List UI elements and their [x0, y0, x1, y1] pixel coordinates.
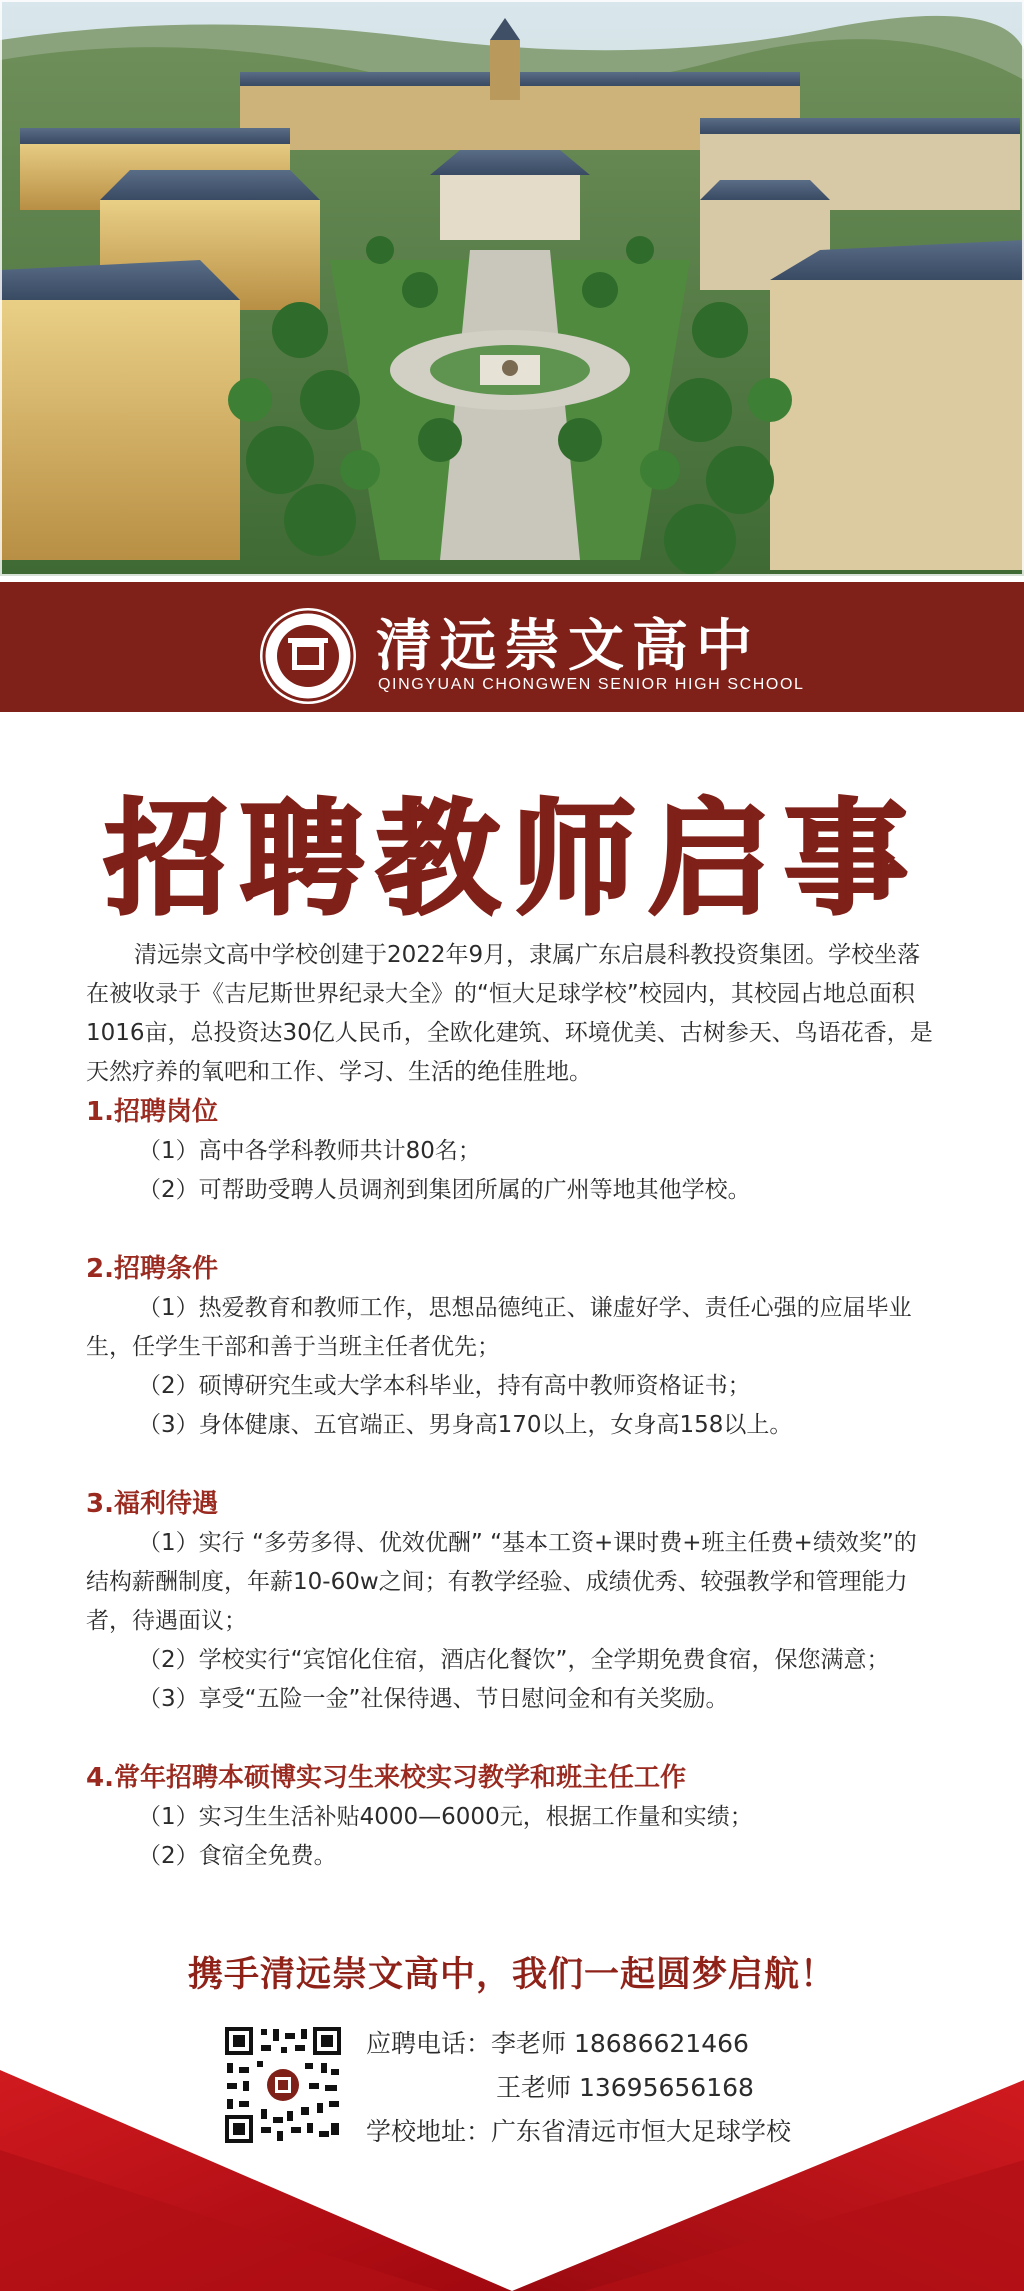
school-header-band — [0, 576, 1024, 712]
section-title: 2.招聘条件 — [86, 1254, 218, 1284]
list-item: （1）实行 “多劳多得、优效优酬” “基本工资+课时费+班主任费+绩效奖”的结构薪酬制度，年薪10-60w之间；有教学经验、成绩优秀、较强教学和管理能力者，待遇面议； — [86, 1530, 917, 1634]
school-logo-icon — [258, 606, 358, 706]
list-item: （2）食宿全免费。 — [138, 1843, 337, 1869]
contact-info — [366, 2022, 791, 2154]
section-title: 3.福利待遇 — [86, 1489, 218, 1519]
list-item: （1）高中各学科教师共计80名； — [138, 1138, 481, 1164]
phone-contact-2[interactable]: 王老师 13695656168 — [496, 2073, 754, 2102]
poster-content — [86, 936, 938, 1876]
list-item: （1）热爱教育和教师工作，思想品德纯正、谦虚好学、责任心强的应届毕业生，任学生干部和善于当班主任者优先； — [86, 1295, 912, 1360]
phone-contact-1[interactable]: 李老师 18686621466 — [491, 2029, 749, 2058]
phone-label: 应聘电话： — [366, 2029, 492, 2058]
qr-code[interactable] — [214, 2016, 352, 2154]
list-item: （3）身体健康、五官端正、男身高170以上，女身高158以上。 — [138, 1412, 793, 1438]
campus-aerial-photo — [0, 0, 1024, 576]
section-title: 4.常年招聘本硕博实习生来校实习教学和班主任工作 — [86, 1763, 686, 1793]
address-label: 学校地址： — [366, 2117, 492, 2146]
school-name-en: QINGYUAN CHONGWEN SENIOR HIGH SCHOOL — [378, 676, 805, 693]
address-value: 广东省清远市恒大足球学校 — [491, 2117, 792, 2146]
list-item: （2）硕博研究生或大学本科毕业，持有高中教师资格证书； — [138, 1373, 751, 1399]
list-item: （3）享受“五险一金”社保待遇、节日慰问金和有关奖励。 — [138, 1686, 729, 1712]
slogan: 携手清远崇文高中，我们一起圆梦启航！ — [187, 1955, 836, 1995]
intro-paragraph: 清远崇文高中学校创建于2022年9月，隶属广东启晨科教投资集团。学校坐落在被收录于《吉尼斯世界纪录大全》的“恒大足球学校”校园内，其校园占地总面积 1016亩，总投资达30亿人民币，全欧化建筑、环境优美、古树参天、鸟语花香，是天然疗养的氧吧和工作、学习、生活的绝佳胜地。 — [86, 942, 933, 1085]
list-item: （2）学校实行“宾馆化住宿，酒店化餐饮”，全学期免费食宿，保您满意； — [138, 1647, 890, 1673]
school-name-cn: 清远崇文高中 — [376, 613, 760, 679]
list-item: （2）可帮助受聘人员调剂到集团所属的广州等地其他学校。 — [138, 1177, 751, 1203]
poster-title: 招聘教师启事 — [103, 788, 920, 932]
section-title: 1.招聘岗位 — [86, 1097, 218, 1127]
list-item: （1）实习生生活补贴4000—6000元，根据工作量和实绩； — [138, 1804, 753, 1830]
